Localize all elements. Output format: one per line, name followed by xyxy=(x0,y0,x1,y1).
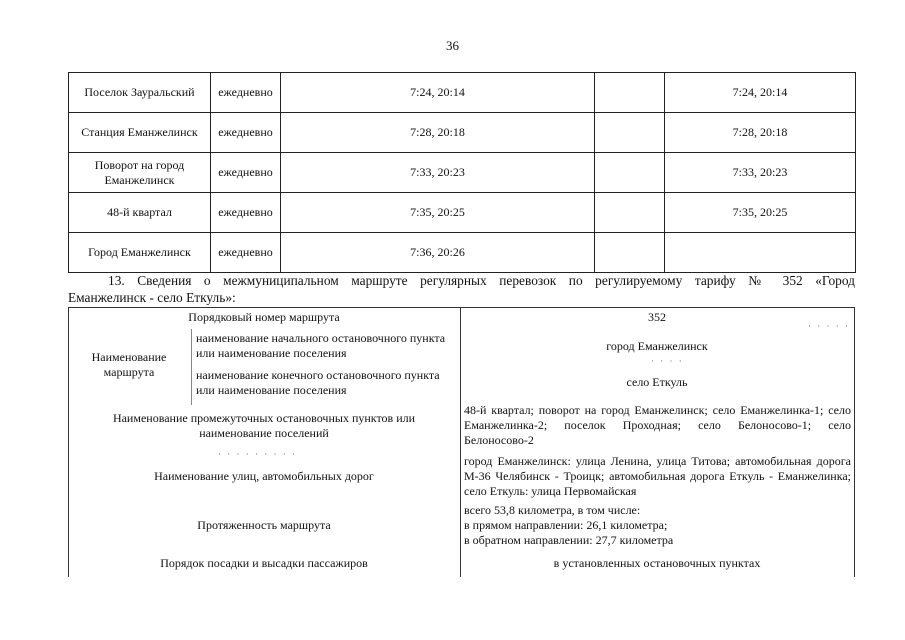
route-name-label: Наименование маршрута xyxy=(91,350,167,379)
frequency-cell: ежедневно xyxy=(211,153,281,193)
section-heading xyxy=(68,272,855,306)
schedule-row xyxy=(69,233,856,273)
schedule-row xyxy=(69,73,856,113)
empty-cell xyxy=(595,233,665,273)
frequency-cell: ежедневно xyxy=(211,113,281,153)
start-stop-label: наименование начального остановочного пункта или наименование поселения xyxy=(196,331,446,360)
empty-cell xyxy=(595,73,665,113)
streets-value: город Еманжелинск: улица Ленина, улица Титова; автомобильная дорога М-36 Челябинск - Троицк; автомобильная дорога Еткуль - Еманжелинка; село Еткуль: улица Первомайская xyxy=(464,454,851,498)
departure-times-back-cell: 7:24, 20:14 xyxy=(665,73,856,113)
streets-label: Наименование улиц, автомобильных дорог xyxy=(154,469,374,483)
start-stop-value: город Еманжелинск xyxy=(606,339,708,353)
page-number: 36 xyxy=(446,38,459,53)
departure-times-forward-cell: 7:33, 20:23 xyxy=(281,153,595,193)
departure-times-back-cell xyxy=(665,233,856,273)
stop-name-cell: Поворот на город Еманжелинск xyxy=(69,153,211,193)
stop-name-cell: Город Еманжелинск xyxy=(69,233,211,273)
intermediate-stops-label: Наименование промежуточных остановочных пунктов или наименование поселений xyxy=(112,411,416,440)
schedule-row xyxy=(69,153,856,193)
frequency-cell: ежедневно xyxy=(211,193,281,233)
empty-cell xyxy=(595,193,665,233)
stop-name-cell: 48-й квартал xyxy=(69,193,211,233)
departure-times-forward-cell: 7:35, 20:25 xyxy=(281,193,595,233)
departure-times-back-cell: 7:35, 20:25 xyxy=(665,193,856,233)
departure-times-forward-cell: 7:36, 20:26 xyxy=(281,233,595,273)
route-length-total: всего 53,8 километра, в том числе: xyxy=(464,503,641,517)
boarding-label: Порядок посадки и высадки пассажиров xyxy=(160,556,368,570)
route-number-label: Порядковый номер маршрута xyxy=(188,310,340,324)
frequency-cell: ежедневно xyxy=(211,233,281,273)
route-length-back: в обратном направлении: 27,7 километра xyxy=(464,533,674,547)
section-heading-line1: 13. Сведения о межмуниципальном маршруте регулярных перевозок по регулируемому тарифу № 352 «Город xyxy=(108,273,855,288)
departure-times-forward-cell: 7:24, 20:14 xyxy=(281,73,595,113)
intermediate-stops-value: 48-й квартал; поворот на город Еманжелинск; село Еманжелинка-1; село Еманжелинка-2; поселок Проходная; село Белоносово-1; село Белоносово-2 xyxy=(464,403,851,447)
route-number-value: 352 xyxy=(648,310,666,324)
route-length-forward: в прямом направлении: 26,1 километра; xyxy=(464,518,668,532)
empty-cell xyxy=(595,153,665,193)
section-heading-line2: Еманжелинск - село Еткуль»: xyxy=(68,290,236,305)
departure-times-back-cell: 7:28, 20:18 xyxy=(665,113,856,153)
schedule-row xyxy=(69,193,856,233)
stop-name-cell: Станция Еманжелинск xyxy=(69,113,211,153)
departure-times-back-cell: 7:33, 20:23 xyxy=(665,153,856,193)
stop-name-cell: Поселок Зауральский xyxy=(69,73,211,113)
schedule-table xyxy=(68,72,856,273)
route-info-table: Порядковый номер маршрута 352 · · · · · Наименование маршрута наименование начального остановочного пункта или наименование поселения город Еманжелинск · · · · наименование конечного остановочного пункта или наименование поселения село Еткуль Наименование промежуточных остановочных пунктов или наименование поселений 48-й квартал; поворот на город Еманжелинск; село Еманжелинка-1; село Еманжелинка-2; поселок Проходная; село Белоносово-1; село Белоносово-2 · · · · · · · · · Наименование улиц, автомобильных дорог город Еманжелинск: улица Ленина, улица Титова; автомобильная дорога М-36 Челябинск - Троицк; автомобильная дорога Еткуль - Еманжелинка; село Еткуль: улица Первомайская Протяженность маршрута всего 53,8 километра, в том числе: в прямом направлении: 26,1 километра; в обратном направлении: 27,7 километра Порядок посадки и высадки пассажиров в установленных остановочных пунктах xyxy=(68,307,855,577)
departure-times-forward-cell: 7:28, 20:18 xyxy=(281,113,595,153)
route-length-label: Протяженность маршрута xyxy=(197,518,331,532)
end-stop-value: село Еткуль xyxy=(626,375,688,389)
frequency-cell: ежедневно xyxy=(211,73,281,113)
schedule-row xyxy=(69,113,856,153)
boarding-value: в установленных остановочных пунктах xyxy=(553,556,761,570)
empty-cell xyxy=(595,113,665,153)
end-stop-label: наименование конечного остановочного пункта или наименование поселения xyxy=(196,368,440,397)
